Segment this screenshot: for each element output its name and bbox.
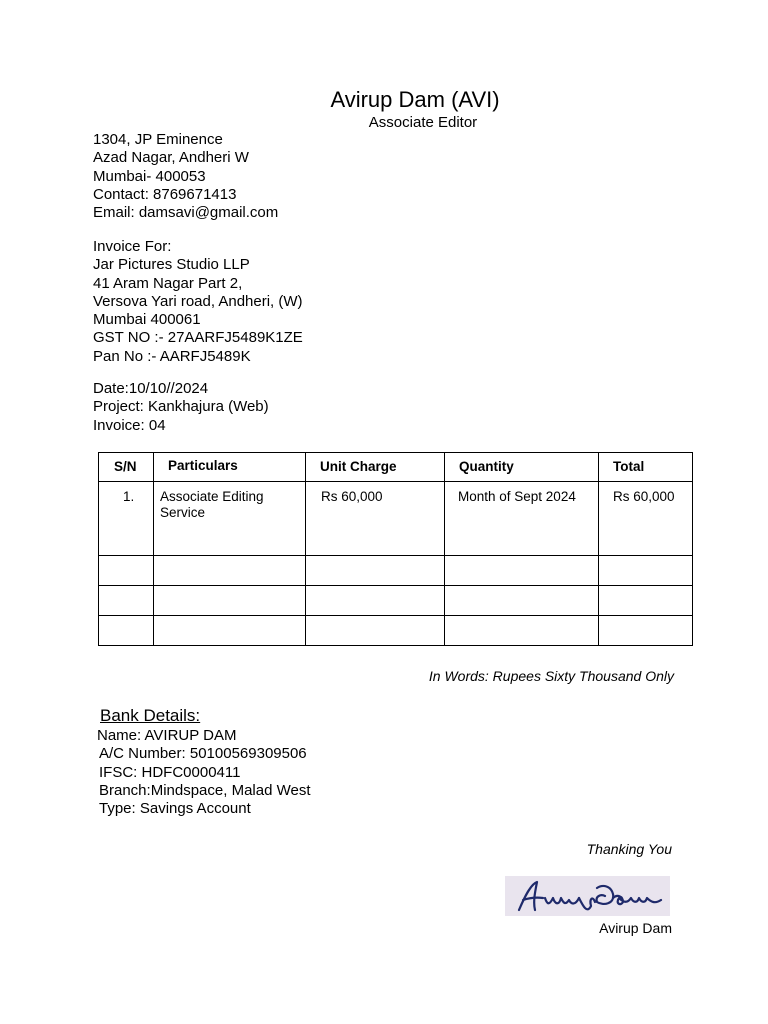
- sender-email: Email: damsavi@gmail.com: [93, 204, 279, 222]
- invoice-meta: [93, 380, 269, 435]
- invoice-date: Date:10/10//2024: [93, 380, 209, 397]
- column-header-unit-charge: Unit Charge: [306, 453, 445, 482]
- client-company: Jar Pictures Studio LLP: [93, 256, 250, 274]
- column-header-sn: S/N: [99, 453, 154, 482]
- invoice-for-label: Invoice For:: [93, 238, 172, 255]
- column-header-total: Total: [599, 453, 693, 482]
- table-row-empty: [99, 556, 693, 586]
- column-header-particulars: Particulars: [154, 453, 306, 482]
- signature-image: [505, 876, 670, 916]
- cell-unit-charge: Rs 60,000: [306, 482, 445, 556]
- client-address-line: Mumbai 400061: [93, 311, 201, 329]
- bank-account-number: A/C Number: 50100569309506: [99, 745, 307, 763]
- sender-details: [93, 131, 278, 222]
- bank-details: [97, 727, 311, 818]
- amount-in-words: In Words: Rupees Sixty Thousand Only: [428, 668, 674, 684]
- signer-name: Avirup Dam: [599, 920, 672, 936]
- table-header-row: [99, 453, 693, 482]
- sender-address-line: Azad Nagar, Andheri W: [93, 149, 249, 167]
- sender-address-line: 1304, JP Eminence: [93, 131, 223, 148]
- column-header-quantity: Quantity: [445, 453, 599, 482]
- bank-account-type: Type: Savings Account: [99, 800, 251, 818]
- bank-ifsc: IFSC: HDFC0000411: [99, 763, 241, 781]
- closing-thanks: Thanking You: [586, 841, 672, 857]
- sender-address-line: Mumbai- 400053: [93, 167, 206, 185]
- sender-contact: Contact: 8769671413: [93, 185, 237, 203]
- invoice-header-name: Avirup Dam (AVI): [330, 87, 500, 112]
- client-address-line: 41 Aram Nagar Part 2,: [93, 274, 243, 292]
- invoice-header-role: Associate Editor: [368, 114, 478, 131]
- table-row-empty: [99, 586, 693, 616]
- bank-details-heading: Bank Details:: [100, 706, 201, 725]
- invoice-number: Invoice: 04: [93, 416, 166, 434]
- cell-particulars: Associate Editing Service: [154, 482, 306, 556]
- signature-scribble: [505, 876, 670, 916]
- cell-sn: 1.: [99, 482, 154, 556]
- cell-total: Rs 60,000: [599, 482, 693, 556]
- table-row-empty: [99, 616, 693, 646]
- client-address-line: Versova Yari road, Andheri, (W): [93, 292, 303, 310]
- client-gst: GST NO :- 27AARFJ5489K1ZE: [93, 329, 303, 347]
- invoice-for-details: [93, 238, 303, 366]
- bank-branch: Branch:Mindspace, Malad West: [99, 781, 311, 799]
- invoice-project: Project: Kankhajura (Web): [93, 398, 269, 416]
- bank-account-name: Name: AVIRUP DAM: [97, 727, 237, 744]
- table-row: [99, 482, 693, 556]
- client-pan: Pan No :- AARFJ5489K: [93, 347, 251, 365]
- invoice-table: [98, 452, 693, 646]
- cell-quantity: Month of Sept 2024: [445, 482, 599, 556]
